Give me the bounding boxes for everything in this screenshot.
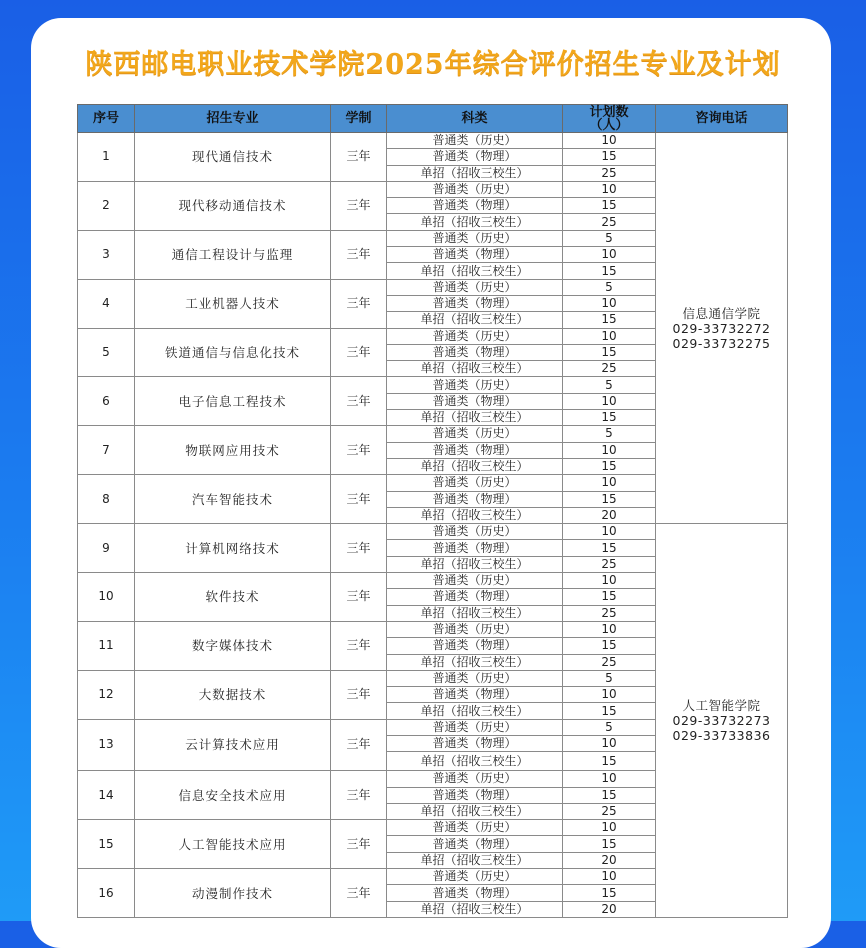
plan-count: 15 xyxy=(563,491,656,507)
header-cell xyxy=(563,105,656,133)
plan-count: 20 xyxy=(563,507,656,523)
row-number: 3 xyxy=(78,230,135,279)
row-number: 7 xyxy=(78,426,135,475)
plan-category: 普通类（历史） xyxy=(387,670,563,686)
plan-count: 10 xyxy=(563,393,656,409)
plan-count: 15 xyxy=(563,263,656,279)
row-number: 14 xyxy=(78,771,135,820)
row-number: 5 xyxy=(78,328,135,377)
plan-count: 15 xyxy=(563,885,656,901)
plan-count: 10 xyxy=(563,820,656,836)
header-cell: 招生专业 xyxy=(135,105,331,133)
study-years: 三年 xyxy=(331,377,387,426)
table-body xyxy=(78,133,788,918)
row-number: 15 xyxy=(78,820,135,869)
plan-count: 15 xyxy=(563,540,656,556)
plan-count: 15 xyxy=(563,344,656,360)
row-number: 4 xyxy=(78,279,135,328)
contact-cell xyxy=(656,133,788,524)
major-name: 大数据技术 xyxy=(135,670,331,719)
plan-category: 普通类（物理） xyxy=(387,198,563,214)
plan-category: 单招（招收三校生） xyxy=(387,654,563,670)
plan-count: 15 xyxy=(563,589,656,605)
plan-category: 普通类（历史） xyxy=(387,820,563,836)
plan-category: 普通类（历史） xyxy=(387,475,563,491)
major-name: 人工智能技术应用 xyxy=(135,820,331,869)
study-years: 三年 xyxy=(331,279,387,328)
plan-category: 普通类（物理） xyxy=(387,247,563,263)
plan-category: 普通类（历史） xyxy=(387,524,563,540)
plan-category: 单招（招收三校生） xyxy=(387,803,563,819)
row-number: 12 xyxy=(78,670,135,719)
plan-count: 10 xyxy=(563,524,656,540)
plan-category: 单招（招收三校生） xyxy=(387,312,563,328)
plan-category: 普通类（历史） xyxy=(387,426,563,442)
plan-count: 10 xyxy=(563,181,656,197)
plan-category: 普通类（物理） xyxy=(387,787,563,803)
row-number: 10 xyxy=(78,573,135,622)
contact-phone: 029-33732275 xyxy=(672,335,771,351)
admission-plan-table xyxy=(77,104,788,918)
table-row xyxy=(78,133,788,149)
plan-category: 普通类（物理） xyxy=(387,638,563,654)
header-cell: 咨询电话 xyxy=(656,105,788,133)
plan-category: 普通类（物理） xyxy=(387,836,563,852)
plan-count: 25 xyxy=(563,605,656,621)
plan-count: 25 xyxy=(563,556,656,572)
plan-category: 单招（招收三校生） xyxy=(387,507,563,523)
major-name: 通信工程设计与监理 xyxy=(135,230,331,279)
plan-count: 10 xyxy=(563,687,656,703)
major-name: 汽车智能技术 xyxy=(135,475,331,524)
major-name: 现代移动通信技术 xyxy=(135,181,331,230)
plan-category: 单招（招收三校生） xyxy=(387,361,563,377)
study-years: 三年 xyxy=(331,771,387,820)
plan-category: 普通类（物理） xyxy=(387,735,563,751)
plan-category: 单招（招收三校生） xyxy=(387,852,563,868)
major-name: 现代通信技术 xyxy=(135,133,331,182)
plan-count: 15 xyxy=(563,836,656,852)
plan-category: 普通类（物理） xyxy=(387,491,563,507)
plan-category: 普通类（历史） xyxy=(387,573,563,589)
row-number: 9 xyxy=(78,524,135,573)
plan-count: 10 xyxy=(563,475,656,491)
plan-category: 普通类（物理） xyxy=(387,344,563,360)
plan-category: 单招（招收三校生） xyxy=(387,214,563,230)
plan-count: 15 xyxy=(563,787,656,803)
plan-category: 单招（招收三校生） xyxy=(387,410,563,426)
plan-category: 普通类（物理） xyxy=(387,442,563,458)
study-years: 三年 xyxy=(331,670,387,719)
row-number: 1 xyxy=(78,133,135,182)
plan-category: 单招（招收三校生） xyxy=(387,263,563,279)
plan-category: 普通类（历史） xyxy=(387,719,563,735)
plan-count: 5 xyxy=(563,230,656,246)
plan-count: 25 xyxy=(563,803,656,819)
plan-count: 25 xyxy=(563,214,656,230)
study-years: 三年 xyxy=(331,426,387,475)
plan-category: 普通类（物理） xyxy=(387,540,563,556)
major-name: 电子信息工程技术 xyxy=(135,377,331,426)
plan-category: 普通类（历史） xyxy=(387,328,563,344)
major-name: 铁道通信与信息化技术 xyxy=(135,328,331,377)
plan-count: 15 xyxy=(563,752,656,771)
plan-category: 普通类（历史） xyxy=(387,869,563,885)
contact-phone: 029-33732273 xyxy=(672,713,771,729)
plan-count: 20 xyxy=(563,852,656,868)
plan-category: 单招（招收三校生） xyxy=(387,605,563,621)
row-number: 13 xyxy=(78,719,135,771)
plan-category: 单招（招收三校生） xyxy=(387,703,563,719)
plan-category: 普通类（物理） xyxy=(387,149,563,165)
study-years: 三年 xyxy=(331,719,387,771)
plan-category: 单招（招收三校生） xyxy=(387,556,563,572)
plan-count: 15 xyxy=(563,703,656,719)
major-name: 计算机网络技术 xyxy=(135,524,331,573)
plan-count: 15 xyxy=(563,458,656,474)
plan-count: 20 xyxy=(563,901,656,917)
plan-category: 普通类（历史） xyxy=(387,621,563,637)
plan-count: 25 xyxy=(563,165,656,181)
plan-count: 5 xyxy=(563,426,656,442)
plan-count: 5 xyxy=(563,670,656,686)
major-name: 软件技术 xyxy=(135,573,331,622)
study-years: 三年 xyxy=(331,230,387,279)
header-cell: 学制 xyxy=(331,105,387,133)
row-number: 6 xyxy=(78,377,135,426)
study-years: 三年 xyxy=(331,621,387,670)
header-cell: 序号 xyxy=(78,105,135,133)
plan-count: 10 xyxy=(563,735,656,751)
plan-count: 15 xyxy=(563,149,656,165)
table-header xyxy=(78,105,788,133)
plan-count: 10 xyxy=(563,247,656,263)
plan-count: 15 xyxy=(563,638,656,654)
page-title: 陕西邮电职业技术学院2025年综合评价招生专业及计划 xyxy=(85,49,781,80)
plan-count: 10 xyxy=(563,573,656,589)
contact-cell xyxy=(656,524,788,918)
plan-category: 普通类（历史） xyxy=(387,133,563,149)
row-number: 8 xyxy=(78,475,135,524)
plan-count: 5 xyxy=(563,279,656,295)
plan-category: 普通类（历史） xyxy=(387,771,563,787)
row-number: 11 xyxy=(78,621,135,670)
plan-category: 普通类（物理） xyxy=(387,393,563,409)
study-years: 三年 xyxy=(331,524,387,573)
row-number: 2 xyxy=(78,181,135,230)
table-row xyxy=(78,524,788,540)
plan-count: 25 xyxy=(563,361,656,377)
header-cell-text: 计划数（人） xyxy=(589,104,629,133)
study-years: 三年 xyxy=(331,475,387,524)
major-name: 物联网应用技术 xyxy=(135,426,331,475)
plan-category: 普通类（物理） xyxy=(387,295,563,311)
plan-count: 10 xyxy=(563,869,656,885)
plan-count: 15 xyxy=(563,312,656,328)
plan-count: 10 xyxy=(563,295,656,311)
plan-category: 普通类（物理） xyxy=(387,885,563,901)
plan-count: 10 xyxy=(563,771,656,787)
plan-count: 10 xyxy=(563,442,656,458)
plan-count: 10 xyxy=(563,621,656,637)
study-years: 三年 xyxy=(331,328,387,377)
plan-count: 15 xyxy=(563,410,656,426)
contact-phone: 029-33732272 xyxy=(672,320,771,336)
study-years: 三年 xyxy=(331,573,387,622)
contact-phone: 029-33733836 xyxy=(672,728,771,744)
plan-category: 普通类（物理） xyxy=(387,589,563,605)
plan-category: 单招（招收三校生） xyxy=(387,901,563,917)
plan-category: 普通类（历史） xyxy=(387,377,563,393)
major-name: 信息安全技术应用 xyxy=(135,771,331,820)
plan-category: 普通类（历史） xyxy=(387,230,563,246)
plan-count: 15 xyxy=(563,198,656,214)
contact-dept: 人工智能学院 xyxy=(682,698,761,714)
plan-category: 普通类（历史） xyxy=(387,279,563,295)
plan-category: 单招（招收三校生） xyxy=(387,165,563,181)
plan-category: 普通类（物理） xyxy=(387,687,563,703)
row-number: 16 xyxy=(78,869,135,918)
study-years: 三年 xyxy=(331,820,387,869)
plan-count: 25 xyxy=(563,654,656,670)
header-cell: 科类 xyxy=(387,105,563,133)
plan-category: 普通类（历史） xyxy=(387,181,563,197)
plan-category: 单招（招收三校生） xyxy=(387,752,563,771)
major-name: 云计算技术应用 xyxy=(135,719,331,771)
major-name: 数字媒体技术 xyxy=(135,621,331,670)
plan-count: 10 xyxy=(563,328,656,344)
plan-count: 10 xyxy=(563,133,656,149)
plan-count: 5 xyxy=(563,377,656,393)
major-name: 工业机器人技术 xyxy=(135,279,331,328)
plan-count: 5 xyxy=(563,719,656,735)
plan-category: 单招（招收三校生） xyxy=(387,458,563,474)
study-years: 三年 xyxy=(331,869,387,918)
major-name: 动漫制作技术 xyxy=(135,869,331,918)
study-years: 三年 xyxy=(331,181,387,230)
contact-dept: 信息通信学院 xyxy=(682,305,761,321)
study-years: 三年 xyxy=(331,133,387,182)
